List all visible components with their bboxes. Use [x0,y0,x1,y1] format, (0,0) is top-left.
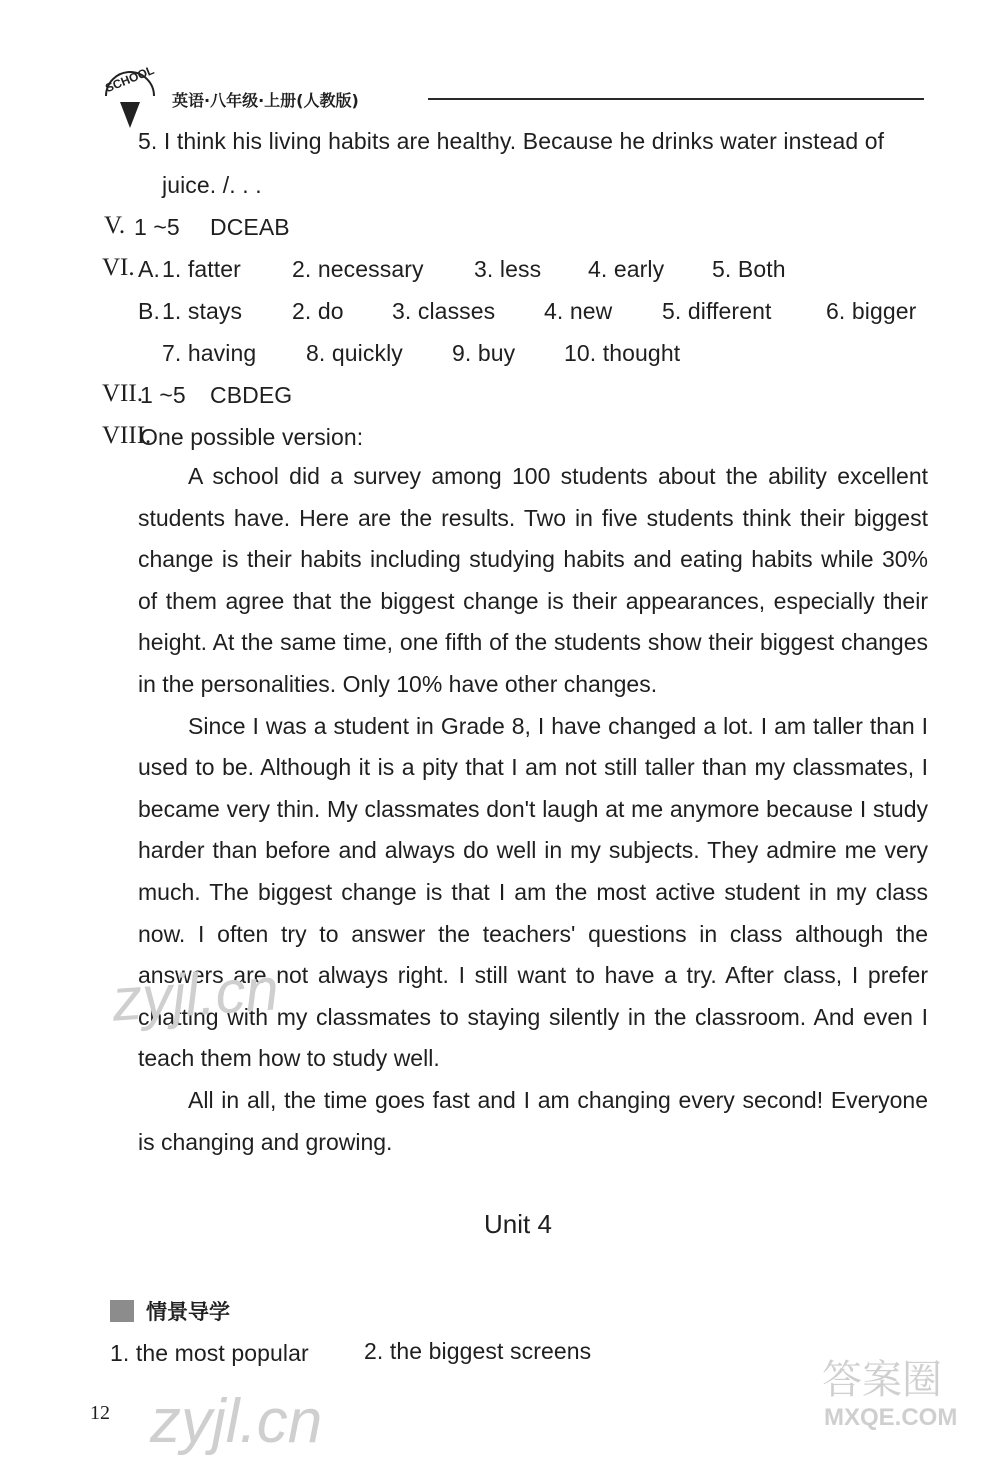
page-number: 12 [90,1402,110,1424]
section-7-answers: CBDEG [210,382,293,408]
essay-paragraph-3: All in all, the time goes fast and I am changing every second! Everyone is changing and growing. [138,1086,928,1155]
q5-line2: juice. /. . . [162,172,262,198]
answer-item: 1. stays [162,298,243,324]
answer-item: 2. do [292,298,344,324]
section-square-icon [110,1300,134,1322]
section-5-answers: DCEAB [210,214,290,240]
answer-item: 7. having [162,340,257,366]
section-5-range: 1 ~5 [134,214,180,240]
header-title: 英语·八年级·上册(人教版) [172,91,359,110]
essay-paragraph-2: Since I was a student in Grade 8, I have changed a lot. I am taller than I used to be. Although it is a pity that I am not still taller than my classmates, I became very thin. My classmates don't laugh at me anymore because I study harder than before and always do well in my subjects. They admire me very much. The biggest change is that I am the most active student in my class now. I often try to answer the teachers' questions in class although the answers are not always right. I still want to have a try. After class, I prefer chatting with my classmates to staying silently in the classroom. And even I teach them how to study well. [138,712,928,1072]
section-6-part-a-prefix: A. [138,256,160,282]
answer-item: 4. early [588,256,665,282]
watermark-middle: zyjl.cn [109,955,281,1034]
answer-item: 5. different [662,298,772,324]
situation-item: 1. the most popular [110,1340,309,1366]
section-8-label: VIII. [102,422,152,449]
essay-paragraph-1: A school did a survey among 100 students about the ability excellent students have. Here are the results. Two in five students think their biggest change is their habits including studying habits and eating habits while 30% of them agree that the biggest change is their appearances, especially their height. At the same time, one fifth of the students show their biggest changes in the personalities. Only 10% have other changes. [138,463,928,697]
logo-text: SCHOOL [103,62,157,96]
answer-item: 9. buy [452,340,516,366]
answer-item: 8. quickly [306,340,403,366]
section-6-part-b-prefix: B. [138,298,160,324]
essay-body [138,456,928,1163]
watermark-corner-en: MXQE.COM [824,1404,958,1431]
answer-item: 2. necessary [292,256,424,282]
answer-item: 3. less [474,256,542,282]
answer-item: 1. fatter [162,256,241,282]
q5-line1: 5. I think his living habits are healthy. Because he drinks water instead of [138,128,885,154]
unit-heading: Unit 4 [484,1209,552,1239]
page-header [98,62,924,126]
section-7-label: VII. [102,380,143,407]
section-6-label: VI. [102,254,135,281]
watermark-bottom: zyjl.cn [150,1387,323,1456]
answer-item: 6. bigger [826,298,917,324]
watermark-corner-cn: 答案圈 [822,1357,942,1403]
answer-item: 4. new [544,298,613,324]
section-8-intro: One possible version: [140,424,364,450]
situation-title: 情景导学 [146,1300,230,1324]
answer-item: 3. classes [392,298,496,324]
situation-item: 2. the biggest screens [364,1338,592,1364]
answer-item: 5. Both [712,256,786,282]
section-7-range: 1 ~5 [140,382,186,408]
section-5-label: V. [104,212,126,239]
answer-item: 10. thought [564,340,681,366]
header-rule [428,98,924,100]
